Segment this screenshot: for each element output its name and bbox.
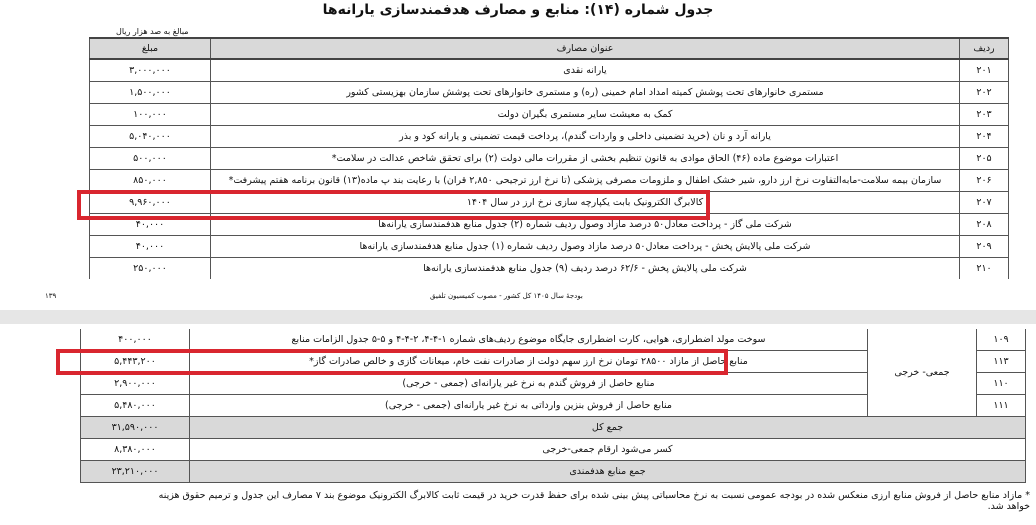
page-separator — [0, 310, 1036, 324]
net-total-label: جمع منابع هدفمندی — [190, 461, 1026, 483]
deduction-label: کسر می‌شود ارقام جمعی-خرجی — [190, 439, 1026, 461]
row-amount: ۳,۰۰۰,۰۰۰ — [90, 59, 211, 82]
row-number: ۲۰۸ — [960, 214, 1009, 236]
total-row — [81, 417, 1026, 439]
page-number: ۱۳۹ — [45, 292, 57, 300]
row-amount: ۴۰,۰۰۰ — [90, 214, 211, 236]
table-row — [90, 148, 1009, 170]
row-amount: ۲۵۰,۰۰۰ — [90, 258, 211, 280]
row-title: اعتبارات موضوع ماده (۴۶) الحاق موادی به قانون تنظیم بخشی از مقررات مالی دولت (۲) برای تحقق شاخص عدالت در سلامت* — [211, 148, 960, 170]
table-row — [90, 104, 1009, 126]
row-title: منابع حاصل از مازاد ۲۸۵۰۰ تومان نرخ ارز سهم دولت از صادرات نفت خام، میعانات گازی و خالص صادرات گاز* — [190, 351, 868, 373]
table-header-row — [90, 38, 1009, 59]
row-amount: ۲,۹۰۰,۰۰۰ — [81, 373, 190, 395]
table-title: جدول شماره (۱۴): منابع و مصارف هدفمندسازی یارانه‌ها — [322, 2, 714, 18]
row-title: یارانه آرد و نان (خرید تضمینی داخلی و واردات گندم)، پرداخت قیمت تضمینی و یارانه کود و بذر — [211, 126, 960, 148]
table-row — [90, 170, 1009, 192]
row-title: شرکت ملی پالایش پخش - ۶۲/۶ درصد ردیف (۹) جدول منابع هدفمندسازی یارانه‌ها — [211, 258, 960, 280]
table-row — [90, 258, 1009, 280]
row-number: ۲۰۱ — [960, 59, 1009, 82]
row-number: ۱۱۰ — [977, 373, 1026, 395]
row-amount: ۹,۹۶۰,۰۰۰ — [90, 192, 211, 214]
row-amount: ۵,۰۴۰,۰۰۰ — [90, 126, 211, 148]
row-title: سوخت مولد اضطراری، هوایی، کارت اضطراری جایگاه موضوع ردیف‌های شماره ۱-۴-۴، ۲-۴-۴ و ۵-۵ جدول الزامات منابع — [190, 329, 868, 351]
row-amount: ۴۰۰,۰۰۰ — [81, 329, 190, 351]
deduction-row — [81, 439, 1026, 461]
row-amount: ۵,۴۸۰,۰۰۰ — [81, 395, 190, 417]
row-title: کالابرگ الکترونیک بابت یکپارچه سازی نرخ ارز در سال ۱۴۰۴ — [211, 192, 960, 214]
row-amount: ۱۰۰,۰۰۰ — [90, 104, 211, 126]
row-amount: ۵,۴۴۳,۲۰۰ — [81, 351, 190, 373]
net-total-row — [81, 461, 1026, 483]
expenditures-table — [89, 37, 1009, 279]
category-cell: جمعی- خرجی — [868, 329, 977, 417]
header-title: عنوان مصارف — [211, 38, 960, 59]
row-title: مستمری خانوارهای تحت پوشش کمیته امداد امام خمینی (ره) و مستمری خانوارهای تحت پوشش سازمان بهزیستی کشور — [211, 82, 960, 104]
row-title: شرکت ملی پالایش پخش - پرداخت معادل۵۰ درصد مازاد وصول ردیف شماره (۱) جدول منابع هدفمندسازی یارانه‌ها — [211, 236, 960, 258]
row-number: ۲۰۵ — [960, 148, 1009, 170]
row-number: ۲۰۴ — [960, 126, 1009, 148]
table-row — [81, 329, 1026, 351]
total-label: جمع کل — [190, 417, 1026, 439]
resources-table — [80, 329, 1026, 483]
row-title: یارانه نقدی — [211, 59, 960, 82]
row-amount: ۴۰,۰۰۰ — [90, 236, 211, 258]
row-title: منابع حاصل از فروش گندم به نرخ غیر یارانه‌ای (جمعی - خرجی) — [190, 373, 868, 395]
table-row — [90, 59, 1009, 82]
table-row — [90, 82, 1009, 104]
row-amount: ۱,۵۰۰,۰۰۰ — [90, 82, 211, 104]
row-number: ۱۱۳ — [977, 351, 1026, 373]
table-row — [90, 126, 1009, 148]
row-title: منابع حاصل از فروش بنزین وارداتی به نرخ غیر یارانه‌ای (جمعی - خرجی) — [190, 395, 868, 417]
header-amount: مبلغ — [90, 38, 211, 59]
table-row-highlighted — [90, 192, 1009, 214]
row-number: ۲۰۷ — [960, 192, 1009, 214]
row-number: ۲۰۲ — [960, 82, 1009, 104]
row-number: ۲۰۹ — [960, 236, 1009, 258]
row-amount: ۵۰۰,۰۰۰ — [90, 148, 211, 170]
row-title: سازمان بیمه سلامت-مابه‌التفاوت نرخ ارز دارو، شیر خشک اطفال و ملزومات مصرفی پزشکی (تا نرخ ارز ترجیحی ۲,۸۵۰ قران) با رعایت بند پ ماده(۱۳) قانون برنامه هفتم پیشرفت* — [211, 170, 960, 192]
unit-note: مبالغ به صد هزار ریال — [116, 27, 189, 36]
page-footer — [0, 292, 1036, 304]
row-number: ۱۰۹ — [977, 329, 1026, 351]
table-row — [90, 214, 1009, 236]
page-footer-text: بودجهٔ سال ۱۴۰۵ کل کشور - مصوب کمیسیون تلفیق — [430, 292, 583, 300]
row-number: ۲۱۰ — [960, 258, 1009, 280]
footnote: * مازاد منابع حاصل از فروش منابع ارزی منعکس شده در بودجه عمومی نسبت به نرخ محاسباتی پیش بینی شده برای حفظ قدرت خرید در قیمت ثابت کالابرگ الکترونیک موضوع بند ۷ مصارف این جدول و ترمیم حقوق هزینه خواهد شد. — [158, 490, 1030, 512]
row-number: ۲۰۳ — [960, 104, 1009, 126]
deduction-amount: ۸,۳۸۰,۰۰۰ — [81, 439, 190, 461]
header-row-number: ردیف — [960, 38, 1009, 59]
total-amount: ۳۱,۵۹۰,۰۰۰ — [81, 417, 190, 439]
row-number: ۱۱۱ — [977, 395, 1026, 417]
row-title: کمک به معیشت سایر مستمری بگیران دولت — [211, 104, 960, 126]
row-amount: ۸۵۰,۰۰۰ — [90, 170, 211, 192]
net-total-amount: ۲۳,۲۱۰,۰۰۰ — [81, 461, 190, 483]
table-row — [90, 236, 1009, 258]
row-title: شرکت ملی گاز - پرداخت معادل۵۰ درصد مازاد وصول ردیف شماره (۲) جدول منابع هدفمندسازی یارانه‌ها — [211, 214, 960, 236]
row-number: ۲۰۶ — [960, 170, 1009, 192]
